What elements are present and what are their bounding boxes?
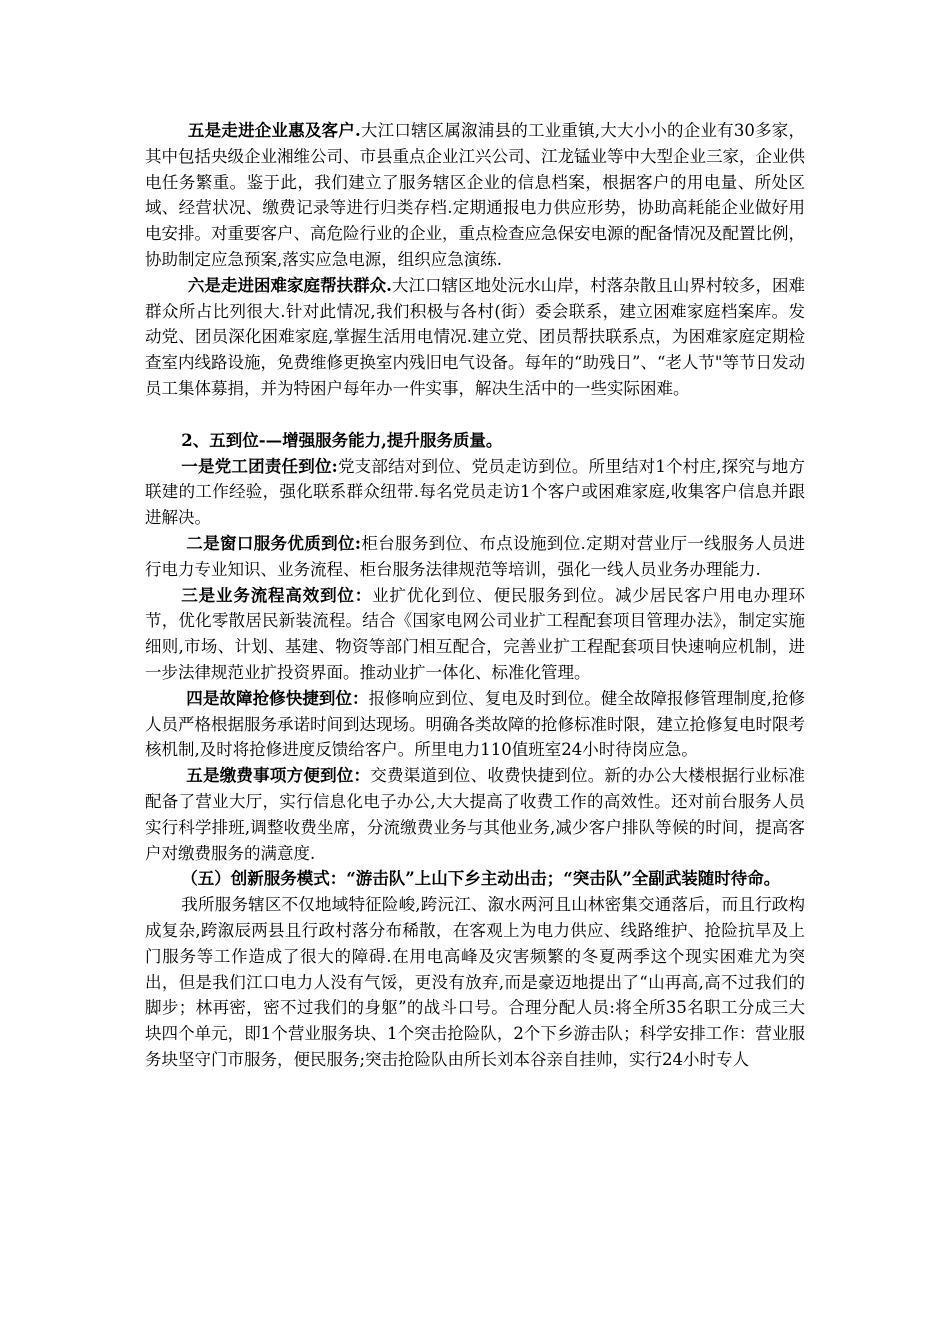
paragraph-heading: 三是业务流程高效到位： — [181, 585, 373, 605]
paragraph-enterprise-service — [145, 118, 805, 273]
paragraph-body: 我所服务辖区不仅地域特征险峻,跨沅江、溆水两河且山林密集交通落后，而且行政构成复杂,跨溆辰两县且行政村落分布稀散，在客观上为电力供应、线路维护、抢险抗旱及上门服务等工作造成了很大的障碍.在用电高峰及灾害频繁的冬夏两季这个现实困难尤为突出，但是我们江口电力人没有气馁，更没有放弃,而是豪迈地提出了“山再高,高不过我们的脚步；林再密，密不过我们的身躯”的战斗口号。合理分配人员:将全所35名职工分成三大块四个单元，即1个营业服务块、1个突击抢险队，2个下乡游击队；科学安排工作：营业服务块坚守门市服务，便民服务;突击抢险队由所长刘本谷亲自挂帅，实行24小时专人 — [145, 895, 805, 1069]
paragraph-body: 党支部结对到位、党员走访到位。所里结对1个村庄,探究与地方联建的工作经验，强化联系群众纽带.每名党员走访1个客户或困难家庭,收集客户信息并跟进解决。 — [145, 456, 805, 528]
paragraph-heading: 一是党工团责任到位: — [181, 456, 338, 476]
paragraph-body: 报修响应到位、复电及时到位。健全故障报修管理制度,抢修人员严格根据服务承诺时间到达现场。明确各类故障的抢修标准时限，建立抢修复电时限考核机制,及时将抢修进度反馈给客户。所里电力110值班室24小时待岗应急。 — [145, 688, 806, 760]
section-5-title: （五）创新服务模式：“游击队”上山下乡主动出击；“突击队”全副武装随时待命。 — [181, 869, 781, 889]
paragraph-heading: 五是走进企业惠及客户. — [187, 121, 361, 140]
paragraph-heading: 二是窗口服务优质到位: — [186, 533, 361, 553]
paragraph-party-responsibility — [145, 454, 805, 531]
section-2-title: 2、五到位-—增强服务能力,提升服务质量。 — [181, 430, 503, 450]
paragraph-heading: 五是缴费事项方便到位： — [186, 766, 371, 786]
paragraph-business-process — [145, 583, 805, 686]
paragraph-window-service — [145, 531, 805, 583]
paragraph-body: 大江口辖区属溆浦县的工业重镇,大大小小的企业有30多家，其中包括央级企业湘维公司、市县重点企业江兴公司、江龙锰业等中大型企业三家，企业供电任务繁重。鉴于此，我们建立了服务辖区企业的信息档案，根据客户的用电量、所处区域、经营状况、缴费记录等进行归类存档.定期通报电力供应形势，协助高耗能企业做好用电安排。对重要客户、高危险行业的企业，重点检查应急保安电源的配备情况及配置比例，协助制定应急预案,落实应急电源，组织应急演练. — [145, 121, 805, 269]
paragraph-spacer — [145, 402, 805, 428]
document-page — [145, 118, 805, 1073]
paragraph-poor-families — [145, 273, 805, 402]
paragraph-body: 交费渠道到位、收费快捷到位。新的办公大楼根据行业标准配备了营业大厅，实行信息化电子办公,大大提高了收费工作的高效性。还对前台服务人员实行科学排班,调整收费坐席，分流缴费业务与其他业务,减少客户排队等候的时间，提高客户对缴费服务的满意度. — [145, 766, 806, 863]
paragraph-body: 业扩优化到位、便民服务到位。减少居民客户用电办理环节，优化零散居民新装流程。结合《国家电网公司业扩工程配套项目管理办法》，制定实施细则,市场、计划、基建、物资等部门相互配合，完善业扩工程配套项目快速响应机制，进一步法律规范业扩投资界面。推动业扩一体化、标准化管理。 — [145, 585, 806, 682]
paragraph-body: 大江口辖区地处沅水山岸，村落杂散且山界村较多，困难群众所占比列很大.针对此情况,我们积极与各村(街）委会联系，建立困难家庭档案库。发动党、团员深化困难家庭,掌握生活用电情况.建立党、团员帮扶联系点，为困难家庭定期检查室内线路设施，免费维修更换室内残旧电气设备。每年的“助残日”、“老人节"等节日发动员工集体募捐，并为特困户每年办一件实事，解决生活中的一些实际困难。 — [145, 275, 806, 398]
paragraph-fault-repair — [145, 686, 805, 763]
paragraph-body: 柜台服务到位、布点设施到位.定期对营业厅一线服务人员进行电力专业知识、业务流程、柜台服务法律规范等培训，强化一线人员业务办理能力. — [145, 533, 805, 579]
paragraph-service-model — [145, 892, 805, 1073]
paragraph-heading: 四是故障抢修快捷到位： — [186, 688, 369, 708]
paragraph-payment — [145, 763, 805, 866]
paragraph-heading: 六是走进困难家庭帮扶群众. — [187, 275, 392, 295]
